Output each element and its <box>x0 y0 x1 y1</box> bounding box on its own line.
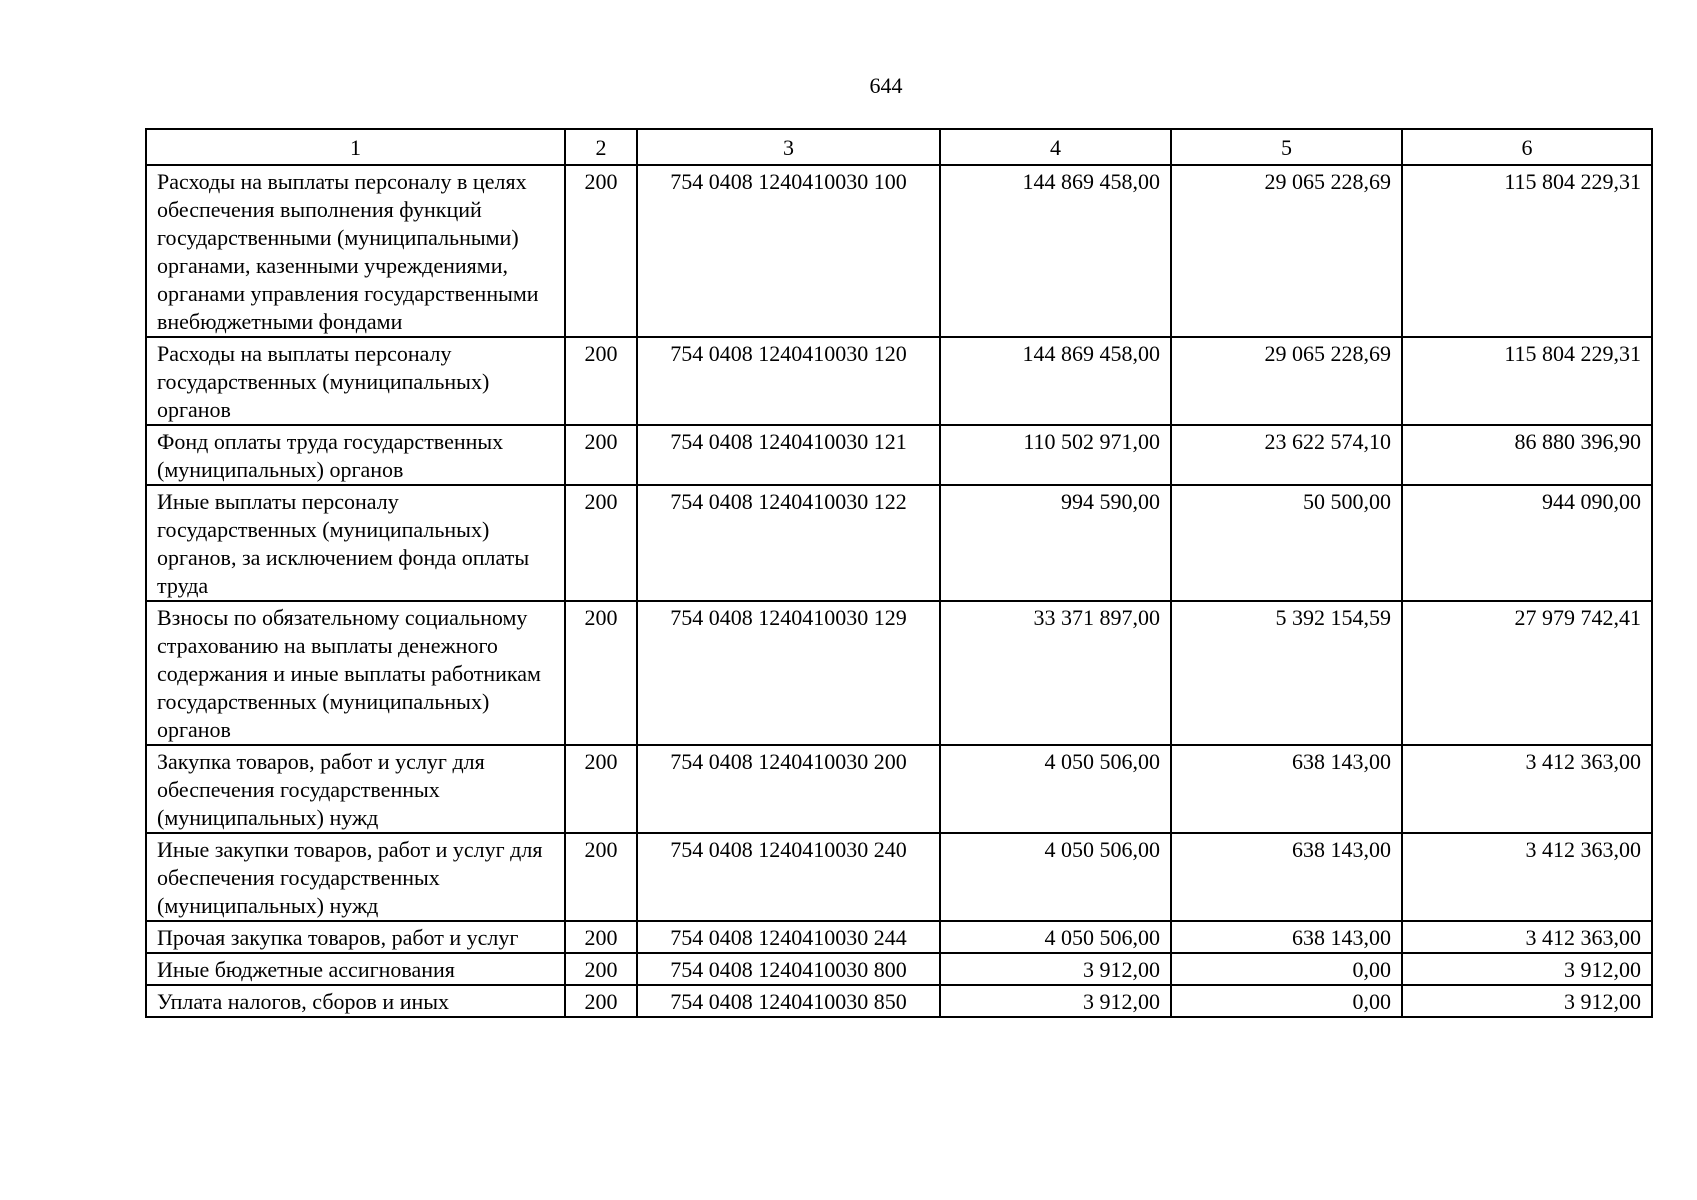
column-header-1: 1 <box>146 129 565 165</box>
row-name: Прочая закупка товаров, работ и услуг <box>146 921 565 953</box>
row-approved: 33 371 897,00 <box>940 601 1171 745</box>
row-name: Иные закупки товаров, работ и услуг для обеспечения государственных (муниципальных) нужд <box>146 833 565 921</box>
table-row <box>146 745 1652 833</box>
row-unexecuted: 944 090,00 <box>1402 485 1652 601</box>
row-approved: 144 869 458,00 <box>940 165 1171 337</box>
row-line-code: 200 <box>565 921 637 953</box>
row-executed: 50 500,00 <box>1171 485 1402 601</box>
row-approved: 144 869 458,00 <box>940 337 1171 425</box>
column-header-6: 6 <box>1402 129 1652 165</box>
table-row <box>146 485 1652 601</box>
row-unexecuted: 3 912,00 <box>1402 953 1652 985</box>
row-executed: 0,00 <box>1171 953 1402 985</box>
row-budget-code: 754 0408 1240410030 120 <box>637 337 940 425</box>
row-name: Расходы на выплаты персоналу государственных (муниципальных) органов <box>146 337 565 425</box>
budget-execution-table <box>145 128 1653 1018</box>
row-approved: 4 050 506,00 <box>940 833 1171 921</box>
row-unexecuted: 27 979 742,41 <box>1402 601 1652 745</box>
row-budget-code: 754 0408 1240410030 129 <box>637 601 940 745</box>
row-budget-code: 754 0408 1240410030 800 <box>637 953 940 985</box>
row-line-code: 200 <box>565 601 637 745</box>
row-executed: 29 065 228,69 <box>1171 337 1402 425</box>
row-unexecuted: 3 912,00 <box>1402 985 1652 1017</box>
row-unexecuted: 3 412 363,00 <box>1402 921 1652 953</box>
table-row <box>146 953 1652 985</box>
table-row <box>146 337 1652 425</box>
table-row <box>146 165 1652 337</box>
row-budget-code: 754 0408 1240410030 850 <box>637 985 940 1017</box>
row-unexecuted: 115 804 229,31 <box>1402 337 1652 425</box>
row-line-code: 200 <box>565 165 637 337</box>
row-unexecuted: 3 412 363,00 <box>1402 745 1652 833</box>
row-approved: 3 912,00 <box>940 953 1171 985</box>
row-unexecuted: 86 880 396,90 <box>1402 425 1652 485</box>
row-budget-code: 754 0408 1240410030 200 <box>637 745 940 833</box>
table-row <box>146 601 1652 745</box>
row-budget-code: 754 0408 1240410030 100 <box>637 165 940 337</box>
row-executed: 0,00 <box>1171 985 1402 1017</box>
row-name: Взносы по обязательному социальному страхованию на выплаты денежного содержания и иные выплаты работникам государственных (муниципальных) органов <box>146 601 565 745</box>
row-budget-code: 754 0408 1240410030 244 <box>637 921 940 953</box>
table-row <box>146 921 1652 953</box>
row-line-code: 200 <box>565 425 637 485</box>
row-unexecuted: 3 412 363,00 <box>1402 833 1652 921</box>
row-name: Иные бюджетные ассигнования <box>146 953 565 985</box>
column-header-4: 4 <box>940 129 1171 165</box>
row-budget-code: 754 0408 1240410030 240 <box>637 833 940 921</box>
row-budget-code: 754 0408 1240410030 121 <box>637 425 940 485</box>
column-header-5: 5 <box>1171 129 1402 165</box>
row-budget-code: 754 0408 1240410030 122 <box>637 485 940 601</box>
row-approved: 3 912,00 <box>940 985 1171 1017</box>
row-approved: 4 050 506,00 <box>940 921 1171 953</box>
column-header-3: 3 <box>637 129 940 165</box>
table-row <box>146 833 1652 921</box>
table-row <box>146 425 1652 485</box>
row-executed: 638 143,00 <box>1171 833 1402 921</box>
row-line-code: 200 <box>565 485 637 601</box>
row-line-code: 200 <box>565 985 637 1017</box>
row-executed: 29 065 228,69 <box>1171 165 1402 337</box>
row-name: Уплата налогов, сборов и иных <box>146 985 565 1017</box>
row-executed: 638 143,00 <box>1171 745 1402 833</box>
column-number-row <box>146 129 1652 165</box>
row-executed: 5 392 154,59 <box>1171 601 1402 745</box>
row-line-code: 200 <box>565 337 637 425</box>
row-line-code: 200 <box>565 953 637 985</box>
row-name: Расходы на выплаты персоналу в целях обеспечения выполнения функций государственными (муниципальными) органами, казенными учреждениями, органами управления государственными внебюджетными фондами <box>146 165 565 337</box>
row-name: Иные выплаты персоналу государственных (муниципальных) органов, за исключением фонда оплаты труда <box>146 485 565 601</box>
row-approved: 110 502 971,00 <box>940 425 1171 485</box>
row-unexecuted: 115 804 229,31 <box>1402 165 1652 337</box>
row-name: Фонд оплаты труда государственных (муниципальных) органов <box>146 425 565 485</box>
column-header-2: 2 <box>565 129 637 165</box>
page-number: 644 <box>869 73 903 98</box>
row-line-code: 200 <box>565 745 637 833</box>
row-line-code: 200 <box>565 833 637 921</box>
row-name: Закупка товаров, работ и услуг для обеспечения государственных (муниципальных) нужд <box>146 745 565 833</box>
table-row <box>146 985 1652 1017</box>
row-approved: 994 590,00 <box>940 485 1171 601</box>
row-executed: 638 143,00 <box>1171 921 1402 953</box>
row-executed: 23 622 574,10 <box>1171 425 1402 485</box>
row-approved: 4 050 506,00 <box>940 745 1171 833</box>
